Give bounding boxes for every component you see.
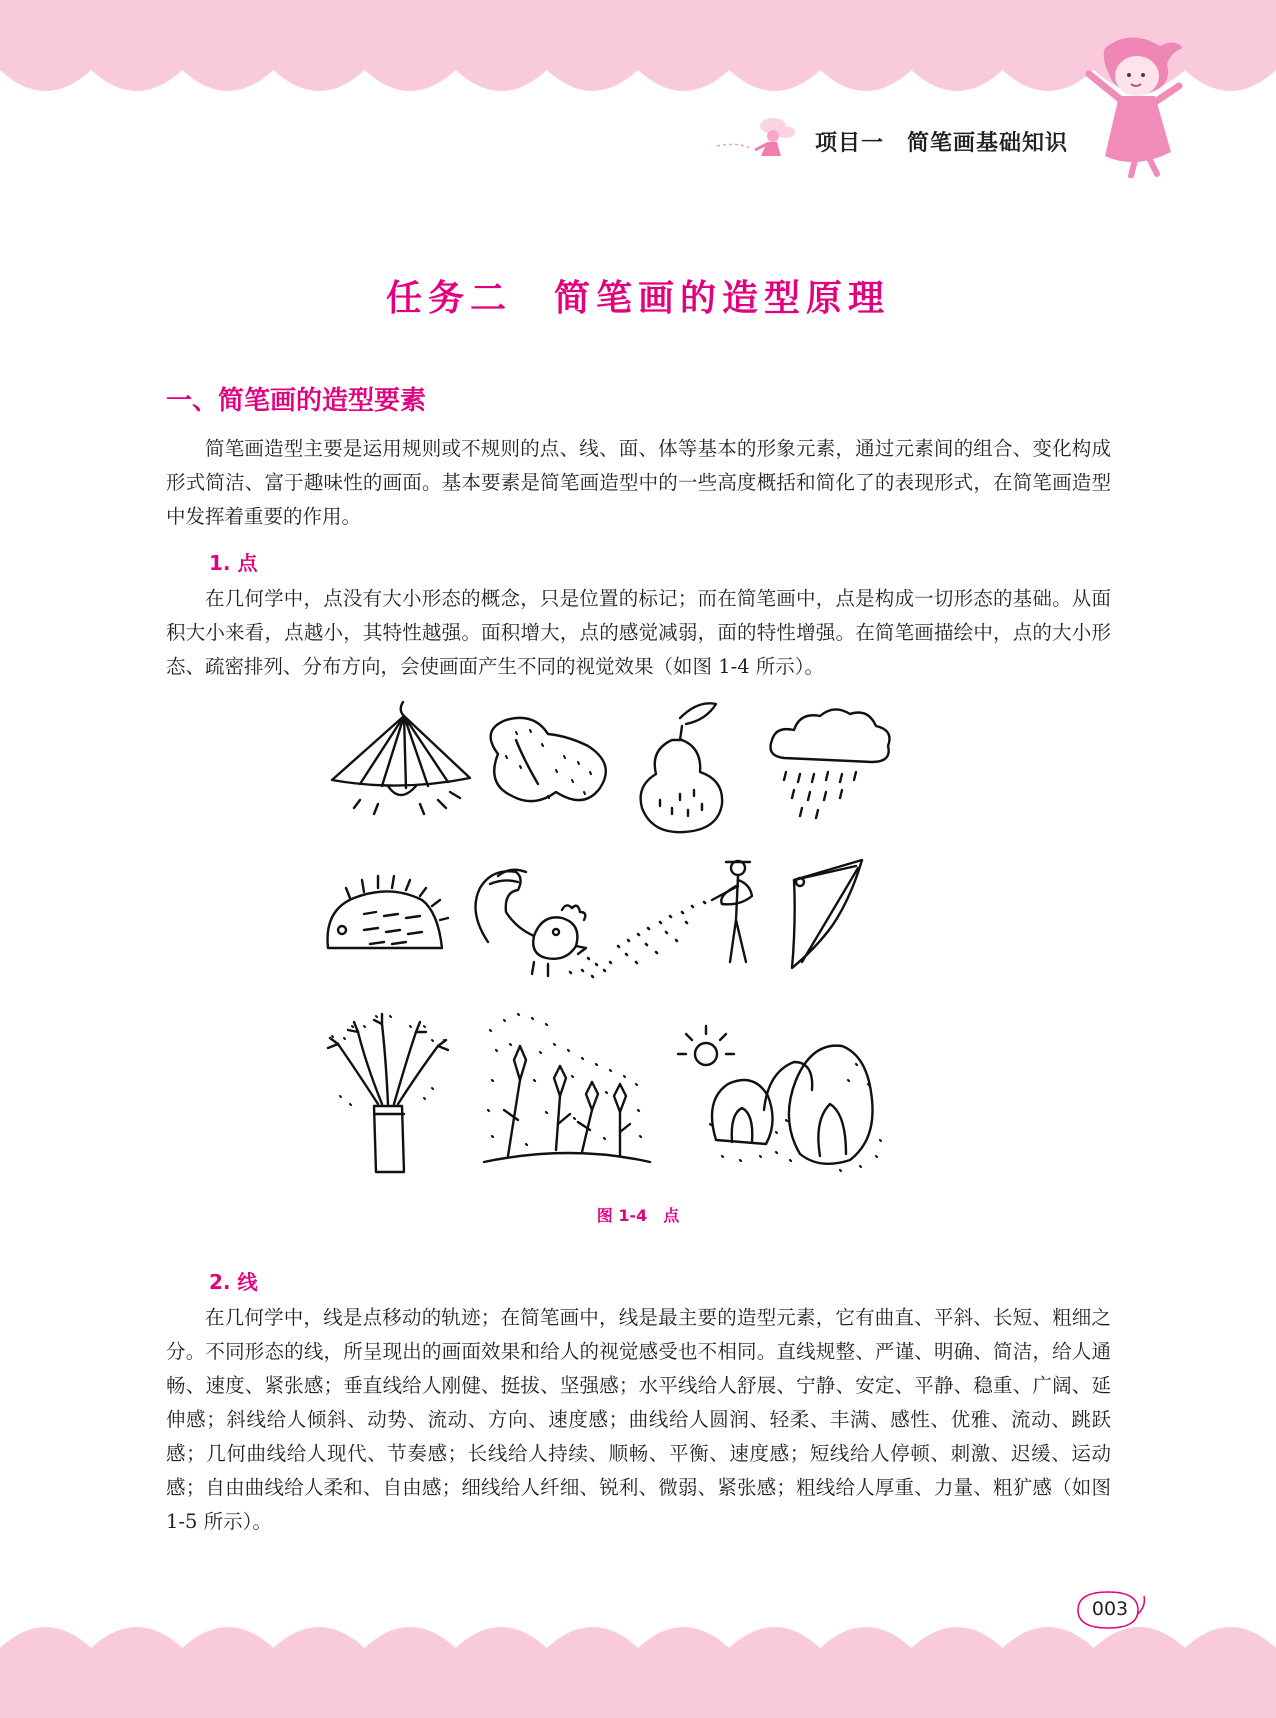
girl-mascot-icon — [1075, 28, 1185, 178]
wheat-field-drawing — [484, 1014, 650, 1162]
section-title: 一、简笔画的造型要素 — [166, 386, 427, 416]
lamp-drawing — [332, 702, 470, 814]
fairy-icon — [715, 112, 805, 164]
farmer-sowing-drawing — [618, 861, 752, 963]
hedgehog-drawing — [328, 876, 448, 948]
project-header-title: 项目一 简笔画基础知识 — [815, 131, 1069, 156]
line-paragraph: 在几何学中，线是点移动的轨迹；在简笔画中，线是最主要的造型元素，它有曲直、平斜、长短、粗细之分。不同形态的线，所呈现出的画面效果和给人的视觉感受也不相同。直线规整、严谨、明确、简洁，给人通畅、速度、紧张感；垂直线给人刚健、挺拔、坚强感；水平线给人舒展、宁静、安定、平静、稳重、广阔、延伸感；斜线给人倾斜、动势、流动、方向、速度感；曲线给人圆润、轻柔、丰满、感性、优雅、流动、跳跃感；几何曲线给人现代、节奏感；长线给人持续、顺畅、平衡、速度感；短线给人停顿、刺激、迟缓、运动感；自由曲线给人柔和、自由感；细线给人纤细、锐利、微弱、紧张感；粗线给人厚重、力量、粗犷感（如图 1-5 所示）。 — [166, 1306, 1111, 1533]
line-heading: 2. 线 — [209, 1270, 258, 1294]
point-heading: 1. 点 — [209, 551, 258, 575]
page-number-badge — [1072, 1588, 1148, 1632]
figure-1-4-illustrations — [320, 700, 960, 1190]
rain-cloud-drawing — [771, 709, 890, 818]
point-paragraph: 在几何学中，点没有大小形态的概念，只是位置的标记；而在简笔画中，点是构成一切形态的基础。从面积大小来看，点越小，其特性越强。面积增大，点的感觉减弱，面的特性增强。在简笔画描绘中，点的大小形态、疏密排列、分布方向，会使画面产生不同的视觉效果（如图 1-4 所示）。 — [166, 587, 1111, 678]
rooster-drawing — [476, 870, 612, 977]
kite-drawing — [792, 860, 862, 968]
sun-and-rocks-drawing — [678, 1026, 881, 1171]
pear-drawing — [641, 703, 723, 832]
figure-caption: 图 1-4 点 — [596, 1206, 680, 1225]
page-number: 003 — [1091, 1598, 1129, 1620]
peanut-drawing — [491, 718, 606, 801]
tree-bundle-drawing — [328, 1014, 448, 1172]
task-title: 任务二 简笔画的造型原理 — [385, 278, 890, 319]
intro-paragraph: 简笔画造型主要是运用规则或不规则的点、线、面、体等基本的形象元素，通过元素间的组合、变化构成形式简洁、富于趣味性的画面。基本要素是简笔画造型中的一些高度概括和简化了的表现形式，在简笔画造型中发挥着重要的作用。 — [166, 437, 1111, 528]
